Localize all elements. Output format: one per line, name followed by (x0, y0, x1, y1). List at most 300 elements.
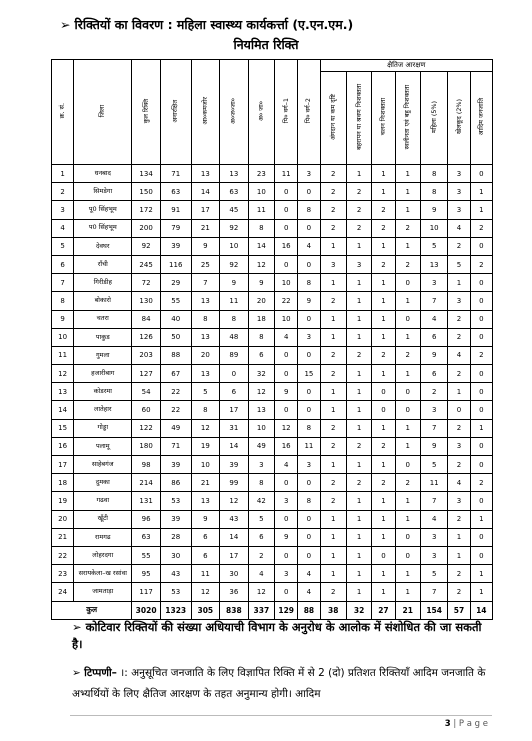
district-cell: खूँटी (74, 510, 132, 528)
table-cell: 2 (320, 437, 346, 455)
table-row (52, 419, 493, 437)
table-cell: 54 (132, 383, 161, 401)
table-cell: 4 (420, 510, 447, 528)
table-cell: 1 (470, 583, 492, 601)
arrow-bullet-icon: ➢ (72, 667, 81, 679)
table-cell: 3 (448, 437, 470, 455)
table-cell: 1 (346, 310, 371, 328)
table-cell: 9 (420, 437, 447, 455)
table-cell: 1 (395, 201, 420, 219)
table-cell: 21 (191, 474, 220, 492)
table-cell: 0 (298, 346, 320, 364)
district-cell: पाकुड (74, 328, 132, 346)
serial-cell: 1 (52, 165, 74, 183)
table-cell: 71 (160, 437, 191, 455)
table-cell: 39 (160, 510, 191, 528)
table-cell: 14 (220, 528, 249, 546)
table-row (52, 274, 493, 292)
note-revision (72, 619, 492, 653)
table-cell: 0 (470, 292, 492, 310)
table-cell: 2 (346, 183, 371, 201)
table-cell: 1 (346, 401, 371, 419)
table-cell: 79 (160, 219, 191, 237)
table-cell: 134 (132, 165, 161, 183)
table-cell: 6 (220, 383, 249, 401)
district-cell: प0 सिंहभूम (74, 219, 132, 237)
table-cell: 1 (346, 583, 371, 601)
table-cell: 2 (320, 183, 346, 201)
serial-cell: 16 (52, 437, 74, 455)
district-cell: राँची (74, 255, 132, 273)
table-cell: 9 (220, 274, 249, 292)
serial-cell: 15 (52, 419, 74, 437)
table-cell: 1 (395, 492, 420, 510)
table-cell: 200 (132, 219, 161, 237)
district-cell: साहेबगंज (74, 456, 132, 474)
table-cell: 3 (248, 456, 274, 474)
total-cell: 1323 (160, 601, 191, 619)
table-cell: 1 (395, 583, 420, 601)
table-cell: 1 (395, 365, 420, 383)
table-row (52, 219, 493, 237)
table-cell: 2 (372, 437, 395, 455)
footer-divider (70, 715, 492, 716)
district-cell: कोडरमा (74, 383, 132, 401)
table-cell: 0 (470, 274, 492, 292)
table-cell: 39 (160, 237, 191, 255)
table-cell: 2 (470, 219, 492, 237)
table-cell: 1 (372, 492, 395, 510)
table-cell: 14 (248, 237, 274, 255)
district-cell: लातेहार (74, 401, 132, 419)
table-cell: 1 (395, 237, 420, 255)
table-cell: 1 (372, 528, 395, 546)
table-cell: 0 (448, 401, 470, 419)
table-cell: 3 (420, 528, 447, 546)
table-cell: 1 (320, 528, 346, 546)
table-cell: 96 (132, 510, 161, 528)
table-row (52, 437, 493, 455)
table-cell: 127 (132, 365, 161, 383)
table-cell: 16 (275, 437, 298, 455)
table-cell: 1 (470, 201, 492, 219)
heading-line-2: नियमित रिक्ति (233, 37, 299, 52)
table-cell: 0 (470, 456, 492, 474)
table-cell: 1 (320, 383, 346, 401)
table-row (52, 565, 493, 583)
vacancy-table (51, 59, 493, 620)
serial-cell: 13 (52, 383, 74, 401)
table-cell: 0 (470, 365, 492, 383)
table-cell: 5 (420, 565, 447, 583)
col-header-hearing: बहरापन या श्रवण निःशक्तता (346, 72, 371, 165)
table-cell: 2 (448, 237, 470, 255)
table-cell: 0 (275, 346, 298, 364)
page-number: 3 (444, 719, 451, 729)
table-cell: 3 (448, 201, 470, 219)
table-cell: 1 (346, 274, 371, 292)
table-cell: 50 (160, 328, 191, 346)
table-cell: 2 (448, 310, 470, 328)
table-cell: 10 (275, 274, 298, 292)
total-cell: 154 (420, 601, 447, 619)
table-cell: 6 (420, 365, 447, 383)
serial-cell: 8 (52, 292, 74, 310)
district-cell: गढवा (74, 492, 132, 510)
table-cell: 0 (372, 401, 395, 419)
total-cell: 21 (395, 601, 420, 619)
table-cell: 8 (191, 401, 220, 419)
table-cell: 20 (248, 292, 274, 310)
table-cell: 6 (191, 546, 220, 564)
table-cell: 1 (346, 456, 371, 474)
table-cell: 39 (220, 456, 249, 474)
table-cell: 1 (346, 546, 371, 564)
serial-cell: 21 (52, 528, 74, 546)
table-cell: 1 (320, 456, 346, 474)
table-row (52, 456, 493, 474)
table-cell: 67 (160, 365, 191, 383)
table-cell: 10 (191, 456, 220, 474)
table-cell: 4 (248, 565, 274, 583)
table-cell: 53 (160, 583, 191, 601)
table-cell: 22 (160, 383, 191, 401)
table-cell: 180 (132, 437, 161, 455)
table-cell: 1 (448, 546, 470, 564)
district-cell: दुमका (74, 474, 132, 492)
table-cell: 12 (191, 583, 220, 601)
table-cell: 0 (275, 546, 298, 564)
table-cell: 6 (248, 528, 274, 546)
table-cell: 0 (395, 310, 420, 328)
table-cell: 0 (298, 255, 320, 273)
table-cell: 5 (420, 456, 447, 474)
table-cell: 1 (320, 310, 346, 328)
table-cell: 4 (298, 583, 320, 601)
table-cell: 0 (395, 528, 420, 546)
table-cell: 0 (470, 401, 492, 419)
table-cell: 11 (298, 437, 320, 455)
table-cell: 4 (448, 346, 470, 364)
table-cell: 11 (420, 474, 447, 492)
table-cell: 4 (448, 219, 470, 237)
table-cell: 4 (420, 310, 447, 328)
table-cell: 0 (470, 528, 492, 546)
table-cell: 1 (395, 419, 420, 437)
table-row (52, 474, 493, 492)
table-cell: 1 (346, 492, 371, 510)
col-header-unreserved: अनारक्षित (160, 60, 191, 165)
table-cell: 2 (448, 583, 470, 601)
table-cell: 0 (470, 546, 492, 564)
table-cell: 0 (275, 401, 298, 419)
table-cell: 89 (220, 346, 249, 364)
table-cell: 2 (395, 255, 420, 273)
total-cell: 32 (346, 601, 371, 619)
col-header-district: जिला (74, 60, 132, 165)
table-cell: 17 (191, 201, 220, 219)
arrow-bullet-icon: ➢ (60, 17, 71, 32)
table-cell: 43 (160, 565, 191, 583)
table-cell: 9 (298, 292, 320, 310)
serial-cell: 7 (52, 274, 74, 292)
district-cell: रामगढ (74, 528, 132, 546)
table-cell: 9 (420, 346, 447, 364)
table-cell: 30 (220, 565, 249, 583)
district-cell: हजारीबाग (74, 365, 132, 383)
table-cell: 8 (420, 165, 447, 183)
table-cell: 0 (298, 401, 320, 419)
table-cell: 2 (448, 365, 470, 383)
serial-cell: 12 (52, 365, 74, 383)
table-cell: 11 (248, 201, 274, 219)
district-cell: बोकारो (74, 292, 132, 310)
serial-cell: 6 (52, 255, 74, 273)
table-cell: 92 (132, 237, 161, 255)
table-cell: 53 (160, 492, 191, 510)
total-cell: 38 (320, 601, 346, 619)
table-cell: 0 (298, 383, 320, 401)
table-cell: 8 (420, 183, 447, 201)
serial-cell: 19 (52, 492, 74, 510)
table-header (52, 60, 493, 165)
col-header-serial: क्र. सं. (52, 60, 74, 165)
table-cell: 2 (448, 328, 470, 346)
serial-cell: 23 (52, 565, 74, 583)
table-cell: 1 (320, 328, 346, 346)
table-cell: 0 (395, 383, 420, 401)
table-cell: 3 (420, 401, 447, 419)
table-cell: 1 (470, 565, 492, 583)
table-cell: 1 (372, 310, 395, 328)
note-remark-text: ।: अनुसूचित जनजाति के लिए विज्ञापित रिक्ति में से 2 (दो) प्रतिशत रिक्तियाँ आदिम जनजाति के अभ्यर्थियों के लिए क्षैतिज आरक्षण के तहत अनुमान्य होगी। आदिम (72, 667, 486, 700)
table-cell: 1 (346, 419, 371, 437)
table-cell: 0 (275, 219, 298, 237)
table-cell: 10 (248, 183, 274, 201)
arrow-bullet-icon: ➢ (72, 620, 82, 634)
table-cell: 12 (275, 419, 298, 437)
table-cell: 0 (275, 201, 298, 219)
table-cell: 5 (248, 510, 274, 528)
page-separator: | (450, 719, 459, 729)
table-cell: 1 (372, 274, 395, 292)
table-cell: 2 (395, 346, 420, 364)
table-cell: 0 (298, 183, 320, 201)
table-cell: 1 (470, 419, 492, 437)
table-cell: 3 (420, 546, 447, 564)
table-row (52, 401, 493, 419)
table-cell: 0 (275, 365, 298, 383)
table-cell: 19 (191, 437, 220, 455)
table-cell: 126 (132, 328, 161, 346)
table-cell: 9 (248, 274, 274, 292)
table-row (52, 346, 493, 364)
total-cell: 129 (275, 601, 298, 619)
table-cell: 0 (372, 546, 395, 564)
table-row (52, 365, 493, 383)
table-cell: 2 (448, 419, 470, 437)
note-remark (72, 663, 500, 705)
table-cell: 2 (346, 474, 371, 492)
table-cell: 8 (248, 328, 274, 346)
table-cell: 1 (395, 510, 420, 528)
table-cell: 0 (298, 474, 320, 492)
table-cell: 49 (248, 437, 274, 455)
table-row (52, 492, 493, 510)
table-cell: 1 (395, 565, 420, 583)
table-footer (52, 601, 493, 619)
table-cell: 13 (420, 255, 447, 273)
table-cell: 1 (372, 183, 395, 201)
district-cell: देवघर (74, 237, 132, 255)
table-cell: 1 (346, 383, 371, 401)
table-row (52, 528, 493, 546)
district-cell: गोड्डा (74, 419, 132, 437)
table-cell: 5 (191, 383, 220, 401)
table-cell: 12 (248, 583, 274, 601)
table-cell: 10 (220, 237, 249, 255)
table-cell: 8 (220, 310, 249, 328)
table-cell: 0 (275, 255, 298, 273)
table-cell: 0 (275, 474, 298, 492)
table-cell: 3 (298, 328, 320, 346)
total-cell: 3020 (132, 601, 161, 619)
table-cell: 3 (448, 165, 470, 183)
total-cell: 88 (298, 601, 320, 619)
table-cell: 98 (132, 456, 161, 474)
serial-cell: 2 (52, 183, 74, 201)
table-cell: 1 (320, 401, 346, 419)
table-cell: 92 (220, 219, 249, 237)
table-cell: 22 (160, 401, 191, 419)
table-cell: 1 (346, 328, 371, 346)
table-cell: 12 (248, 255, 274, 273)
table-cell: 3 (320, 255, 346, 273)
table-cell: 22 (275, 292, 298, 310)
heading-line-1 (60, 16, 353, 33)
table-cell: 0 (470, 437, 492, 455)
col-header-primitive-tribe: आदिम जनजाति (470, 72, 492, 165)
table-cell: 14 (220, 437, 249, 455)
table-cell: 3 (275, 492, 298, 510)
table-cell: 31 (220, 419, 249, 437)
table-cell: 0 (470, 237, 492, 255)
table-cell: 63 (220, 183, 249, 201)
table-cell: 150 (132, 183, 161, 201)
table-cell: 3 (346, 255, 371, 273)
table-cell: 1 (470, 510, 492, 528)
table-cell: 3 (448, 492, 470, 510)
table-cell: 16 (275, 237, 298, 255)
serial-cell: 14 (52, 401, 74, 419)
table-cell: 1 (320, 274, 346, 292)
col-header-autism-multiple: स्वलीनता एवं बहु निःशक्तता (395, 72, 420, 165)
table-cell: 1 (395, 328, 420, 346)
district-cell: जामताड़ा (74, 583, 132, 601)
table-cell: 8 (298, 274, 320, 292)
table-cell: 60 (132, 401, 161, 419)
col-header-locomotor: चलन निःशक्तता (372, 72, 395, 165)
table-row (52, 328, 493, 346)
table-row (52, 510, 493, 528)
table-cell: 11 (220, 292, 249, 310)
table-cell: 0 (275, 583, 298, 601)
note-remark-label: टिप्पणी– (84, 667, 117, 679)
col-header-sports: खेलकूद (2%) (448, 72, 470, 165)
table-cell: 203 (132, 346, 161, 364)
table-cell: 99 (220, 474, 249, 492)
table-cell: 1 (395, 437, 420, 455)
table-cell: 2 (248, 546, 274, 564)
serial-cell: 20 (52, 510, 74, 528)
table-cell: 48 (220, 328, 249, 346)
table-cell: 12 (191, 419, 220, 437)
table-cell: 84 (132, 310, 161, 328)
table-cell: 3 (298, 165, 320, 183)
table-cell: 42 (248, 492, 274, 510)
table-cell: 17 (220, 546, 249, 564)
table-cell: 8 (248, 474, 274, 492)
table-cell: 2 (470, 346, 492, 364)
col-group-horizontal-reservation: क्षैतिज आरक्षण (320, 60, 492, 72)
total-label: कुल (52, 601, 132, 619)
table-cell: 0 (298, 510, 320, 528)
table-cell: 1 (346, 292, 371, 310)
table-cell: 2 (320, 583, 346, 601)
col-header-ews: आ०कमजोर (191, 60, 220, 165)
col-header-bc2: पि० वर्ग–2 (298, 60, 320, 165)
table-cell: 12 (220, 492, 249, 510)
table-cell: 91 (160, 201, 191, 219)
table-cell: 0 (470, 492, 492, 510)
serial-cell: 24 (52, 583, 74, 601)
table-cell: 172 (132, 201, 161, 219)
table-cell: 0 (298, 546, 320, 564)
table-cell: 7 (420, 292, 447, 310)
table-cell: 13 (191, 328, 220, 346)
serial-cell: 3 (52, 201, 74, 219)
table-cell: 13 (191, 492, 220, 510)
table-cell: 1 (372, 237, 395, 255)
table-body (52, 165, 493, 602)
total-cell: 27 (372, 601, 395, 619)
table-cell: 2 (346, 437, 371, 455)
table-cell: 3 (298, 456, 320, 474)
table-row (52, 201, 493, 219)
table-cell: 1 (372, 456, 395, 474)
table-cell: 0 (395, 456, 420, 474)
table-cell: 4 (275, 456, 298, 474)
table-cell: 3 (275, 565, 298, 583)
total-cell: 57 (448, 601, 470, 619)
table-cell: 14 (191, 183, 220, 201)
table-cell: 1 (448, 274, 470, 292)
table-cell: 0 (470, 165, 492, 183)
table-cell: 8 (298, 201, 320, 219)
table-cell: 6 (248, 346, 274, 364)
table-cell: 0 (372, 383, 395, 401)
table-cell: 1 (448, 528, 470, 546)
table-cell: 8 (191, 310, 220, 328)
table-cell: 13 (191, 365, 220, 383)
table-cell: 1 (320, 546, 346, 564)
table-cell: 0 (220, 365, 249, 383)
table-cell: 2 (470, 255, 492, 273)
table-cell: 1 (372, 419, 395, 437)
table-cell: 1 (372, 292, 395, 310)
table-cell: 0 (275, 183, 298, 201)
table-cell: 72 (132, 274, 161, 292)
